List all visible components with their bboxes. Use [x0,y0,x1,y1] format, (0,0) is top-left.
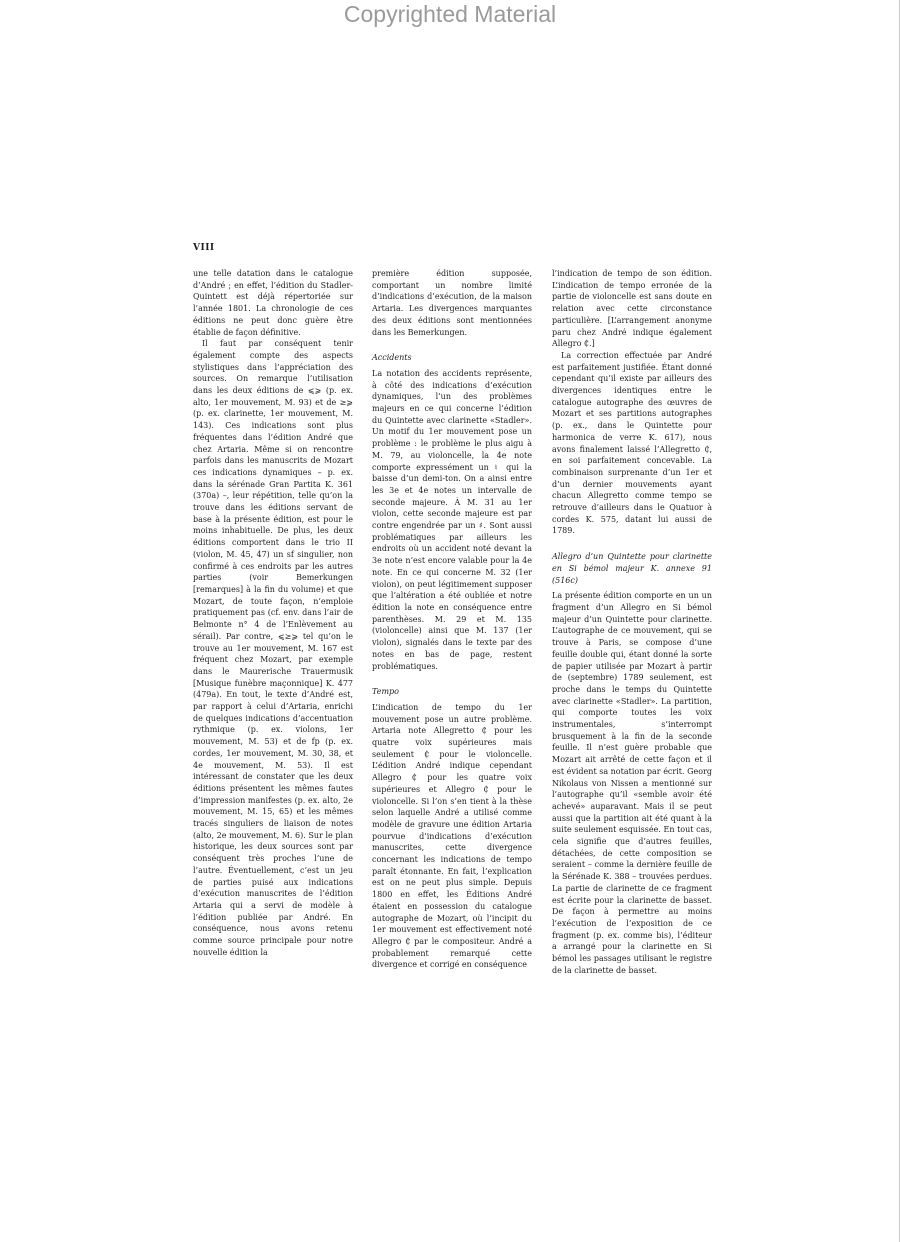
paragraph: Il faut par conséquent tenir également compte des aspects stylistiques dans l’appréciation des sources. On remarque l’utilisation dans les deux éditions de ⩽⩾ (p. ex. alto, 1er mouvement, M. 93) et de ≥⩾ (p. ex. clarinette, 1er mouvement, M. 143). Ces indications sont plus fréquentes dans l’édition André que chez Artaria. Même si on rencontre parfois dans les manuscrits de Mozart ces indications dynamiques – p. ex. dans la sérénade Gran Partita K. 361 (370a) –, leur répétition, telle qu’on la trouve dans les éditions servant de base à la présente édition, est pour le moins inhabituelle. De plus, les deux éditions comportent dans le trio II (violon, M. 45, 47) un sf singulier, non confirmé à ces endroits par les autres parties (voir Bemerkungen [remarques] à la fin du volume) et que Mozart, de toute façon, n’emploie pratiquement pas (cf. env. dans l’air de Belmonte n° 4 de l’Enlèvement au sérail). Par contre, ⩽≥⩾ tel qu’on le trouve au 1er mouvement, M. 167 est fréquent chez Mozart, par exemple dans le Maurerische Trauermusik [Musique funèbre maçonnique] K. 477 (479a). En tout, le texte d’André est, par rapport à celui d’Artaria, enrichi de quelques indications d’accentuation rythmique (p. ex. violons, 1er mouvement, M. 53) et de fp (p. ex. cordes, 1er mouvement, M. 30, 38, et 4e mouvement, M. 53). Il est intéressant de constater que les deux éditions présentent les mêmes fautes d’impression manifestes (p. ex. alto, 2e mouvement, M. 15, 65) et les mêmes tracés singuliers de liaison de notes (alto, 2e mouvement, M. 6). Sur le plan historique, les deux sources sont par conséquent très proches l’une de l’autre. Éventuellement, c’est un jeu de parties puisé aux indications d’exécution manuscrites de l’édition Artaria qui a servi de modèle à l’édition publiée par André. En conséquence, nous avons retenu comme source principale pour notre nouvelle édition la [193,339,353,957]
text-column-3 [552,268,712,976]
paragraph: première édition supposée, comportant un nombre limité d’indications d’exécution, de la maison Artaria. Les divergences marquantes des deux éditions sont mentionnées dans les Bemerkungen. [372,269,532,337]
section-heading-tempo: Tempo [372,687,399,697]
page-number: VIII [193,243,215,253]
paragraph: La correction effectuée par André est parfaitement justifiée. Étant donné cependant qu’il existe par ailleurs des divergences identiques entre le catalogue autographe des œuvres de Mozart et ses partitions autographes (p. ex., dans le Quintette pour harmonica de verre K. 617), nous avons finalement laissé l’Allegretto ₵, en soi parfaitement concevable. La combinaison surprenante d’un 1er et d’un dernier mouvements ayant chacun Allegretto comme tempo se retrouve d’ailleurs dans le Quatuor à cordes K. 575, datant lui aussi de 1789. [552,350,712,536]
section-heading-allegro-quintet: Allegro d’un Quintette pour clarinette en Si bémol majeur K. annexe 91 (516c) [552,552,712,585]
paragraph: La présente édition comporte en un un fragment d’un Allegro en Si bémol majeur d’un Quintette pour clarinette. L’autographe de ce mouvement, qui se trouve à Paris, se compose d’une feuille double qui, étant donné la sorte de papier utilisée par Mozart à partir de (septembre) 1789 seulement, est proche dans le temps du Quintette avec clarinette «Stadler». La partition, qui comporte toutes les voix instrumentales, s’interrompt brusquement à la fin de la seconde feuille. Il n’est guère probable que Mozart ait arrêté de cette façon et il est évident sa notation par écrit. Georg Nikolaus von Nissen a mentionné sur l’autographe qu’il «semble avoir été achevé» auparavant. Mais il se peut aussi que la partition ait été quant à la suite seulement esquissée. En tout cas, cela signifie que d’autres feuilles, détachées, de cette composition se seraient – comme la dernière feuille de la Sérénade K. 388 – trouvées perdues. La partie de clarinette de ce fragment est écrite pour la clarinette de basset. De façon à permettre au moins l’exécution de l’exposition de ce fragment (p. ex. comme bis), l’éditeur a arrangé pour la clarinette en Si bémol les passages utilisant le registre de la clarinette de basset. [552,591,712,975]
section-heading-accidents: Accidents [372,353,412,363]
copyright-watermark: Copyrighted Material [343,1,557,27]
paragraph: une telle datation dans le catalogue d’André ; en effet, l’édition du Stadler-Quintett est déjà répertoriée sur l’année 1801. La chronologie de ces éditions ne peut donc guère être établie de façon définitive. [193,269,353,337]
paragraph: L’indication de tempo du 1er mouvement pose un autre problème. Artaria note Allegretto ₵ pour les quatre voix supérieures mais seulement ₵ pour le violoncelle. L’édition André indique cependant Allegro ₵ pour les quatre voix supérieures et Allegro ₵ pour le violoncelle. Si l’on s’en tient à la thèse selon laquelle André a utilisé comme modèle de gravure une édition Artaria pourvue d’indications d’exécution manuscrites, cette divergence concernant les indications de tempo paraît étonnante. En fait, l’explication est on ne peut plus simple. Depuis 1800 en effet, les Éditions André étaient en possession du catalogue autographe de Mozart, où l’incipit du 1er mouvement est effectivement noté Allegro ₵ par le compositeur. André a probablement remarqué cette divergence et corrigé en conséquence [372,702,532,970]
text-column-2 [372,268,532,971]
paragraph: La notation des accidents représente, à côté des indications d’exécution dynamiques, l’un des problèmes majeurs en ce qui concerne l’édition du Quintette avec clarinette «Stadler». Un motif du 1er mouvement pose un problème : le problème le plus aigu à M. 79, au violoncelle, la 4e note comporte expressément un ♮ qui la baisse d’un demi-ton. On a ainsi entre les 3e et 4e notes un intervalle de seconde majeure. À M. 31 au 1er violon, cette seconde majeure est par contre engendrée par un ♯. Sont aussi problématiques par ailleurs les endroits où un accident noté devant la 3e note n’est encore valable pour la 4e note. En ce qui concerne M. 32 (1er violon), on peut légitimement supposer que l’altération a été oubliée et notre édition la note en conséquence entre parenthèses. M. 29 et M. 135 (violoncelle) ainsi que M. 137 (1er violon), signalés dans le texte par des notes en bas de page, restent problématiques. [372,368,532,671]
paragraph: l’indication de tempo de son édition. L’indication de tempo erronée de la partie de violoncelle est sans doute en relation avec cette circonstance particulière. [L’arrangement anonyme paru chez André indique également Allegro ₵.] [552,269,712,349]
text-column-1 [193,268,353,958]
